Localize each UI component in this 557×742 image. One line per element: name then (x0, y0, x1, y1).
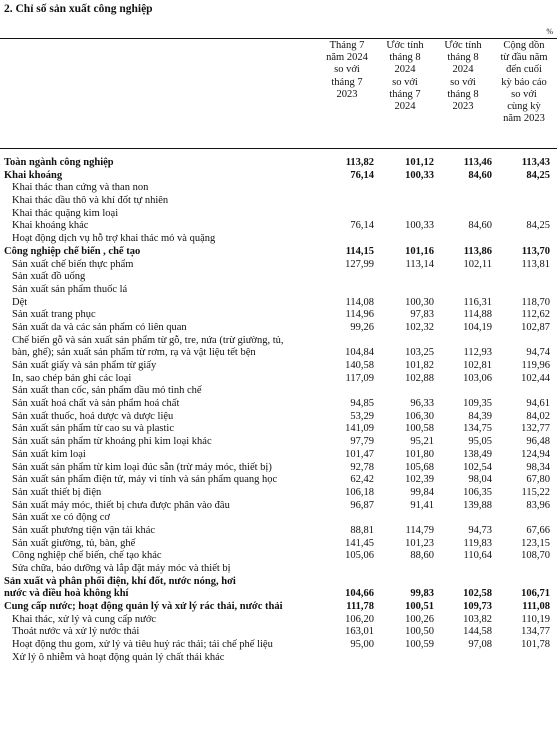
table-row (0, 398, 557, 411)
row-label: Sản xuất sản phẩm điện tử, máy vi tính và sản phẩm quang học (12, 474, 278, 486)
row-value-col4: 101,78 (521, 639, 550, 651)
table-row (0, 246, 557, 259)
row-value-col4: 113,70 (521, 245, 550, 257)
table-row (0, 411, 557, 424)
row-label: Sản xuất đồ uống (12, 271, 86, 283)
row-label: Sản xuất thuốc, hoá dược và dược liệu (12, 410, 174, 422)
row-value-col3: 102,54 (463, 461, 492, 473)
row-value-col3: 104,19 (463, 321, 492, 333)
row-label: Sản xuất giường, tủ, bàn, ghế (12, 537, 136, 549)
row-value-col4: 111,08 (522, 601, 550, 613)
table-row (0, 601, 557, 614)
row-value-col1: 117,09 (345, 372, 374, 384)
unit-label: % (546, 27, 553, 36)
row-value-col1: 106,18 (345, 486, 374, 498)
row-value-col4: 98,34 (526, 461, 550, 473)
table-row (0, 322, 557, 335)
row-value-col3: 138,49 (463, 448, 492, 460)
table-row (0, 220, 557, 233)
row-value-col3: 114,88 (463, 309, 492, 321)
row-value-col1: 104,66 (345, 588, 374, 600)
row-value-col2: 113,14 (405, 258, 434, 270)
row-value-col2: 101,80 (405, 448, 434, 460)
row-value-col4: 108,70 (521, 550, 550, 562)
header-rule-bottom (0, 148, 557, 149)
table-row (0, 284, 557, 297)
table-row (0, 309, 557, 322)
table-row (0, 563, 557, 576)
row-value-col2: 103,25 (405, 347, 434, 359)
row-value-col4: 123,15 (521, 537, 550, 549)
row-label: Sản xuất da và các sản phẩm có liên quan (12, 321, 187, 333)
row-value-col1: 97,79 (350, 436, 374, 448)
table-row (0, 626, 557, 639)
row-label: Khai khoáng (4, 169, 63, 181)
row-value-col1: 114,15 (345, 245, 374, 257)
row-value-col2: 101,82 (405, 360, 434, 372)
row-value-col2: 97,83 (410, 309, 434, 321)
column-header-4: Cộng dồn từ đầu năm đến cuối kỳ báo cáo so với cùng kỳ năm 2023 (500, 40, 548, 125)
row-value-col1: 95,00 (350, 639, 374, 651)
row-value-col4: 113,43 (521, 157, 550, 168)
table-row (0, 170, 557, 183)
row-value-col4: 118,70 (521, 296, 550, 308)
row-value-col2: 100,30 (405, 296, 434, 308)
row-value-col1: 140,58 (345, 360, 374, 372)
row-value-col3: 102,11 (463, 258, 492, 270)
row-value-col1: 94,85 (350, 398, 374, 410)
table-row (0, 462, 557, 475)
table-row (0, 436, 557, 449)
row-value-col3: 102,58 (463, 588, 492, 600)
table-row (0, 259, 557, 272)
row-value-col4: 134,77 (521, 626, 550, 638)
row-value-col4: 84,25 (526, 169, 550, 181)
row-value-col1: 111,78 (346, 601, 374, 613)
row-label: Khai khoáng khác (12, 220, 89, 232)
row-value-col4: 124,94 (521, 448, 550, 460)
row-value-col4: 67,80 (526, 474, 550, 486)
row-value-col4: 112,62 (521, 309, 550, 321)
row-label: Sản xuất chế biến thực phẩm (12, 258, 134, 270)
row-label: Dệt (12, 296, 28, 308)
row-label: Sản xuất máy móc, thiết bị chưa được phân vào đâu (12, 499, 230, 511)
row-value-col2: 102,39 (405, 474, 434, 486)
table-row (0, 297, 557, 310)
row-value-col2: 100,59 (405, 639, 434, 651)
row-value-col2: 96,33 (410, 398, 434, 410)
row-label: Sản xuất giấy và sản phẩm từ giấy (12, 360, 157, 372)
row-value-col2: 100,33 (405, 220, 434, 232)
row-value-col1: 127,99 (345, 258, 374, 270)
table-row (0, 449, 557, 462)
row-value-col2: 101,16 (405, 245, 434, 257)
row-value-col4: 96,48 (526, 436, 550, 448)
table-row (0, 487, 557, 500)
row-label: Công nghiệp chế biến, chế tạo khác (12, 550, 162, 562)
row-value-col2: 100,51 (405, 601, 434, 613)
row-value-col4: 106,71 (521, 588, 550, 600)
row-value-col4: 102,44 (521, 372, 550, 384)
row-value-col1: 141,45 (345, 537, 374, 549)
row-value-col4: 94,74 (526, 347, 550, 359)
row-label: Sửa chữa, bảo dưỡng và lắp đặt máy móc và thiết bị (12, 563, 231, 575)
row-label: Sản xuất hoá chất và sản phẩm hoá chất (12, 398, 180, 410)
table-body (0, 157, 557, 665)
row-value-col1: 101,47 (345, 448, 374, 460)
row-label: Sản xuất sản phẩm từ kim loại đúc sẵn (trừ máy móc, thiết bị) (12, 461, 272, 473)
table-row (0, 652, 557, 665)
row-value-col3: 110,64 (463, 550, 492, 562)
row-value-col2: 88,60 (410, 550, 434, 562)
row-value-col2: 102,88 (405, 372, 434, 384)
row-value-col3: 94,73 (468, 524, 492, 536)
row-label: Khai thác than cứng và than non (12, 182, 149, 194)
row-value-col1: 114,96 (345, 309, 374, 321)
row-label: Hoạt động dịch vụ hỗ trợ khai thác mỏ và quặng (12, 233, 216, 245)
row-value-col1: 76,14 (350, 220, 374, 232)
row-value-col2: 101,23 (405, 537, 434, 549)
row-value-col2: 106,30 (405, 410, 434, 422)
row-label: Sản xuất phương tiện vận tải khác (12, 524, 156, 536)
row-value-col2: 100,50 (405, 626, 434, 638)
row-value-col2: 99,83 (410, 588, 434, 600)
row-value-col1: 88,81 (350, 524, 374, 536)
row-value-col3: 98,04 (468, 474, 492, 486)
table-row (0, 614, 557, 627)
row-label: Sản xuất sản phẩm từ cao su và plastic (12, 423, 174, 435)
row-label: Công nghiệp chế biến , chế tạo (4, 245, 141, 257)
row-value-col4: 132,77 (521, 423, 550, 435)
row-label: Toàn ngành công nghiệp (4, 157, 114, 168)
row-value-col4: 94,61 (526, 398, 550, 410)
row-value-col3: 103,82 (463, 613, 492, 625)
section-title: 2. Chỉ số sản xuất công nghiệp (4, 3, 153, 15)
row-value-col3: 84,39 (468, 410, 492, 422)
row-label: Sản xuất thiết bị điện (12, 486, 102, 498)
row-value-col2: 101,12 (405, 157, 434, 168)
row-label: Xử lý ô nhiễm và hoạt động quản lý chất thải khác (12, 651, 225, 663)
row-value-col3: 84,60 (468, 169, 492, 181)
row-value-col3: 102,81 (463, 360, 492, 372)
row-label: Sản xuất và phân phối điện, khí đốt, nước nóng, hơi nước và điều hoà không khí (4, 575, 236, 600)
column-header-1: Tháng 7 năm 2024 so với tháng 7 2023 (326, 40, 368, 100)
row-label: Khai thác quặng kim loại (12, 207, 119, 219)
row-label: Hoạt động thu gom, xử lý và tiêu huỷ rác thải; tái chế phế liệu (12, 639, 273, 651)
row-value-col4: 110,19 (521, 613, 550, 625)
row-value-col1: 106,20 (345, 613, 374, 625)
table-row (0, 525, 557, 538)
row-value-col2: 100,26 (405, 613, 434, 625)
row-label: In, sao chép bản ghi các loại (12, 372, 132, 384)
row-value-col1: 163,01 (345, 626, 374, 638)
row-value-col1: 114,08 (345, 296, 374, 308)
row-label: Khai thác dầu thô và khí đốt tự nhiên (12, 195, 169, 207)
table-row (0, 538, 557, 551)
row-value-col4: 67,66 (526, 524, 550, 536)
row-value-col3: 134,75 (463, 423, 492, 435)
column-header-3: Ước tính tháng 8 2024 so với tháng 8 2023 (444, 40, 482, 113)
row-label: Thoát nước và xử lý nước thải (12, 626, 140, 638)
row-value-col1: 99,26 (350, 321, 374, 333)
row-label: Sản xuất trang phục (12, 309, 96, 321)
row-value-col2: 91,41 (410, 499, 434, 511)
row-value-col3: 109,73 (463, 601, 492, 613)
table-row (0, 271, 557, 284)
row-label: Sản xuất than cốc, sản phẩm dầu mỏ tinh chế (12, 385, 202, 397)
table-row (0, 639, 557, 652)
row-value-col1: 96,87 (350, 499, 374, 511)
table-row (0, 550, 557, 563)
table-row (0, 360, 557, 373)
row-value-col4: 84,02 (526, 410, 550, 422)
row-value-col4: 83,96 (526, 499, 550, 511)
table-row (0, 512, 557, 525)
column-header-2: Ước tính tháng 8 2024 so với tháng 7 2024 (386, 40, 424, 113)
table-row (0, 182, 557, 195)
row-label: Cung cấp nước; hoạt động quản lý và xử lý rác thải, nước thải (4, 601, 283, 613)
row-value-col2: 114,79 (405, 524, 434, 536)
row-value-col3: 113,46 (463, 157, 492, 168)
row-label: Sản xuất sản phẩm từ khoáng phi kim loại khác (12, 436, 212, 448)
table-row (0, 576, 557, 601)
row-value-col2: 99,84 (410, 486, 434, 498)
row-value-col2: 105,68 (405, 461, 434, 473)
row-label: Khai thác, xử lý và cung cấp nước (12, 613, 157, 625)
row-value-col4: 115,22 (521, 486, 550, 498)
table-row (0, 335, 557, 360)
row-value-col3: 106,35 (463, 486, 492, 498)
table-row (0, 195, 557, 208)
row-value-col2: 102,32 (405, 321, 434, 333)
row-value-col3: 119,83 (463, 537, 492, 549)
row-value-col4: 84,25 (526, 220, 550, 232)
row-value-col1: 105,06 (345, 550, 374, 562)
row-label: Sản xuất xe có động cơ (12, 512, 110, 524)
row-value-col3: 84,60 (468, 220, 492, 232)
row-value-col4: 102,87 (521, 321, 550, 333)
row-value-col4: 113,81 (521, 258, 550, 270)
row-value-col1: 92,78 (350, 461, 374, 473)
row-value-col2: 95,21 (410, 436, 434, 448)
row-value-col3: 95,05 (468, 436, 492, 448)
row-value-col3: 144,58 (463, 626, 492, 638)
row-value-col3: 103,06 (463, 372, 492, 384)
table-row (0, 500, 557, 513)
row-value-col3: 113,86 (463, 245, 492, 257)
row-value-col3: 116,31 (463, 296, 492, 308)
row-value-col1: 53,29 (350, 410, 374, 422)
row-value-col3: 97,08 (468, 639, 492, 651)
row-value-col2: 100,58 (405, 423, 434, 435)
table-row (0, 233, 557, 246)
row-value-col1: 104,84 (345, 347, 374, 359)
table-row (0, 208, 557, 221)
row-value-col1: 62,42 (350, 474, 374, 486)
row-value-col2: 100,33 (405, 169, 434, 181)
row-value-col3: 109,35 (463, 398, 492, 410)
table-row (0, 157, 557, 170)
row-value-col3: 139,88 (463, 499, 492, 511)
row-label: Sản xuất kim loại (12, 448, 86, 460)
table-row (0, 385, 557, 398)
table-row (0, 423, 557, 436)
row-value-col4: 119,96 (521, 360, 550, 372)
row-label: Sản xuất sản phẩm thuốc lá (12, 283, 128, 295)
row-value-col1: 76,14 (350, 169, 374, 181)
header-rule-top (0, 38, 557, 39)
row-value-col1: 141,09 (345, 423, 374, 435)
row-value-col3: 112,93 (463, 347, 492, 359)
table-row (0, 373, 557, 386)
table-row (0, 474, 557, 487)
row-label: Chế biến gỗ và sản xuất sản phẩm từ gỗ, tre, nứa (trừ giường, tủ, bàn, ghế); sản xuất sản phẩm từ rơm, rạ và vật liệu tết bện (12, 334, 284, 359)
row-value-col1: 113,82 (345, 157, 374, 168)
